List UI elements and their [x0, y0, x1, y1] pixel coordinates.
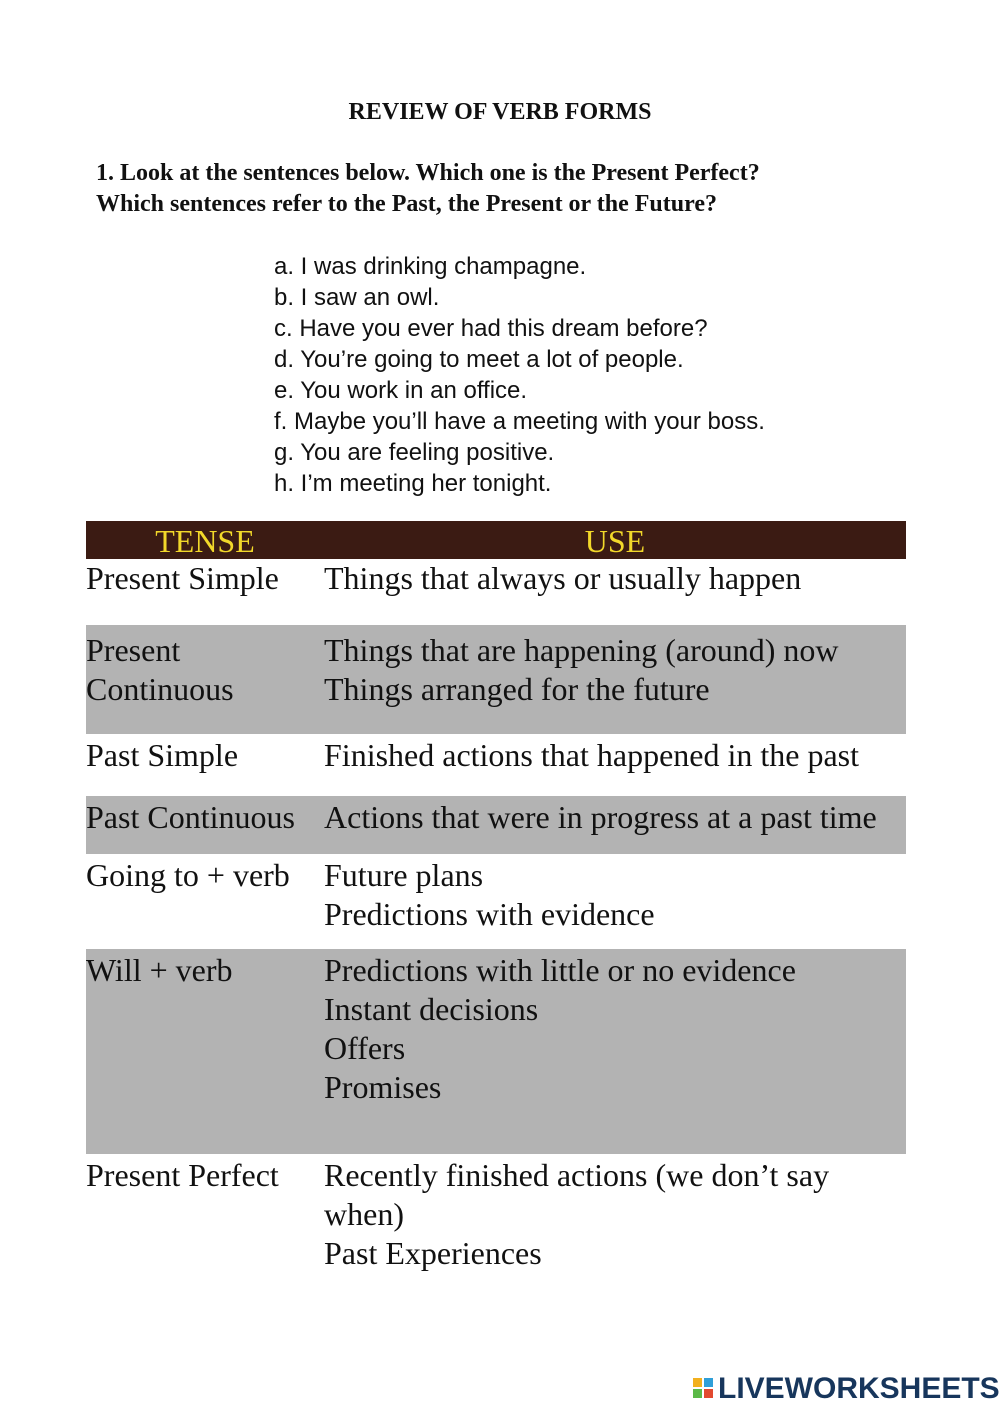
use-line: Predictions with evidence — [324, 896, 655, 932]
table-row — [86, 796, 906, 854]
use-cell — [324, 1156, 884, 1279]
tense-cell — [86, 631, 324, 734]
tense-cell — [86, 856, 324, 949]
use-line: Predictions with little or no evidence — [324, 952, 796, 988]
sentence-item: d. You’re going to meet a lot of people. — [274, 346, 684, 373]
tense-cell — [86, 1156, 324, 1279]
tense-line: Going to + verb — [86, 857, 290, 893]
tense-line: Past Continuous — [86, 799, 295, 835]
tense-use-table — [86, 521, 906, 1279]
use-cell — [324, 559, 906, 625]
tense-cell — [86, 798, 324, 854]
tense-cell — [86, 736, 324, 796]
use-cell — [324, 736, 906, 796]
use-line: Future plans — [324, 857, 484, 893]
use-column-header: USE — [584, 523, 646, 559]
use-line: Offers — [324, 1030, 406, 1066]
use-cell — [324, 631, 906, 734]
use-line: Promises — [324, 1069, 442, 1105]
tense-line: Present Simple — [86, 560, 279, 596]
use-cell — [324, 951, 906, 1154]
liveworksheets-logo-icon — [693, 1378, 715, 1400]
table-header-row — [86, 521, 906, 559]
table-row — [86, 949, 906, 1154]
sentence-item: a. I was drinking champagne. — [274, 253, 587, 280]
sentence-item: g. You are feeling positive. — [274, 439, 555, 466]
tense-cell — [86, 951, 324, 1154]
use-line: Instant decisions — [324, 991, 539, 1027]
table-row — [86, 854, 906, 949]
use-cell — [324, 798, 906, 854]
table-row — [86, 625, 906, 734]
use-cell — [324, 856, 906, 949]
tense-line: Present — [86, 632, 181, 668]
sentence-item: b. I saw an owl. — [274, 284, 440, 311]
watermark-text: LIVEWORKSHEETS — [718, 1372, 1000, 1405]
use-line: Things that always or usually happen — [324, 560, 802, 596]
use-line: Past Experiences — [324, 1235, 542, 1271]
table-row — [86, 734, 906, 796]
question-instructions — [96, 158, 896, 220]
tense-line: Continuous — [86, 671, 234, 707]
tense-column-header: TENSE — [155, 523, 255, 559]
question-line-1: 1. Look at the sentences below. Which one is the Present Perfect? — [96, 160, 760, 186]
question-line-2: Which sentences refer to the Past, the Present or the Future? — [96, 191, 717, 217]
tense-line: Present Perfect — [86, 1157, 279, 1193]
use-line: Things arranged for the future — [324, 671, 710, 707]
liveworksheets-watermark — [693, 1372, 1000, 1406]
sentence-item: c. Have you ever had this dream before? — [274, 315, 708, 342]
sentence-item: h. I’m meeting her tonight. — [274, 470, 552, 497]
use-line: Recently finished actions (we don’t say when) — [324, 1157, 830, 1232]
tense-cell — [86, 559, 324, 625]
use-line: Things that are happening (around) now — [324, 632, 839, 668]
tense-line: Will + verb — [86, 952, 233, 988]
tense-line: Past Simple — [86, 737, 239, 773]
use-line: Actions that were in progress at a past time — [324, 799, 877, 835]
sentence-item: e. You work in an office. — [274, 377, 528, 404]
table-row — [86, 559, 906, 625]
sentence-item: f. Maybe you’ll have a meeting with your boss. — [274, 408, 765, 435]
page-title: REVIEW OF VERB FORMS — [348, 99, 652, 125]
sentence-list — [274, 251, 765, 499]
table-row — [86, 1154, 906, 1279]
use-line: Finished actions that happened in the past — [324, 737, 859, 773]
